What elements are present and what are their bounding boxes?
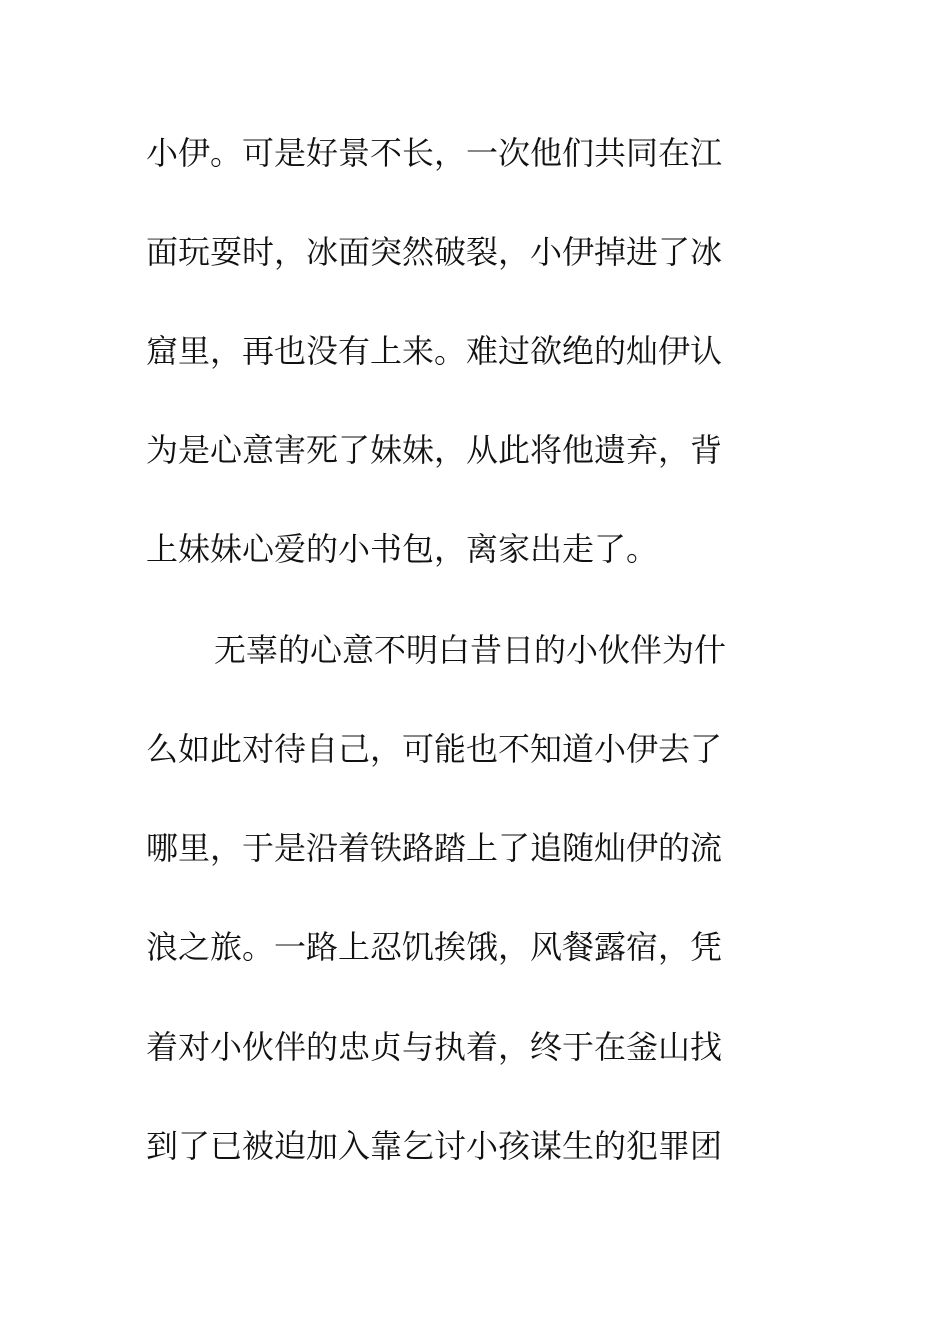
text-line: 到了已被迫加入靠乞讨小孩谋生的犯罪团 [146, 1127, 723, 1165]
text-line: 面玩耍时，冰面突然破裂，小伊掉进了冰 [146, 233, 723, 271]
text-line: 上妹妹心爱的小书包，离家出走了。 [146, 530, 659, 568]
text-line: 么如此对待自己，可能也不知道小伊去了 [146, 730, 723, 768]
text-line: 浪之旅。一路上忍饥挨饿，风餐露宿，凭 [146, 928, 723, 966]
text-line: 为是心意害死了妹妹，从此将他遗弃，背 [146, 431, 723, 469]
paragraph-first-line: 无辜的心意不明白昔日的小伙伴为什 [214, 631, 727, 669]
text-line: 窟里，再也没有上来。难过欲绝的灿伊认 [146, 332, 723, 370]
text-line: 着对小伙伴的忠贞与执着，终于在釜山找 [146, 1028, 723, 1066]
text-line: 小伊。可是好景不长，一次他们共同在江 [146, 134, 723, 172]
text-line: 哪里，于是沿着铁路踏上了追随灿伊的流 [146, 829, 723, 867]
